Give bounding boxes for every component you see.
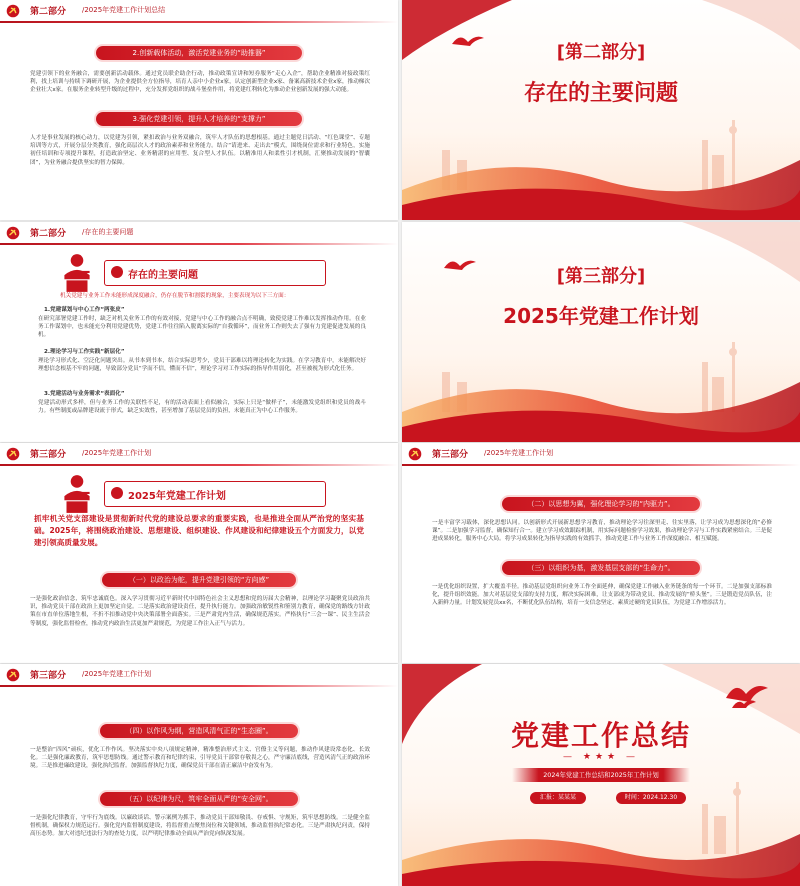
section-pill: 3.强化党建引领，提升人才培养的“支撑力” bbox=[96, 112, 302, 126]
star-icon: — ★★★ — bbox=[563, 752, 639, 762]
slide-header bbox=[0, 222, 398, 244]
part-label: [第二部分] bbox=[556, 42, 646, 63]
body-paragraph: 一是整治“四风”顽疾，优化工作作风。坚决落实中央八项规定精神，精准整治形式主义、官僚主义等问题，推动作风建设常态化、长效化。二是强化廉政教育，筑牢思想防线。通过警示教育和纪律约束，引导党员干部常存敬畏之心，严守廉洁底线，营造风清气正的政治环境。三是推进廉政建设，强化执纪监督。加强监督执纪力度，确保党员干部在清正廉洁中奋发有为。 bbox=[30, 747, 370, 770]
intro-text: 机关党建与业务工作未能形成深度融合，仍存在脱节和割裂的现象，主要表现为以下三方面： bbox=[60, 293, 290, 299]
slide-8[interactable] bbox=[402, 664, 800, 886]
section-subtitle: /2025年党建工作计划 bbox=[82, 449, 152, 457]
body-paragraph: 一是强化纪律教育，守牢行为底线。以廉政谈话、警示案例为抓手，推动党员干部知敬畏、存戒惧、守规矩，筑牢思想防线。二是健全监督机制，确保权力规范运行。强化党内监督制度建设，将监督重点聚焦岗位和关键领域，推动监督执纪常态化。三是严肃执纪问责，保持高压态势。加大对违纪违法行为的查处力度，以严明纪律推动全面从严治党向纵深发展。 bbox=[30, 815, 370, 838]
slide-4[interactable] bbox=[402, 222, 800, 442]
party-emblem-icon bbox=[6, 4, 20, 18]
header-divider bbox=[0, 21, 398, 23]
lead-paragraph: 抓牢机关党支部建设是贯彻新时代党的建设总要求的重要实践，也是推进全面从严治党的坚实基础。2025年，将围绕政治建设、思想建设、组织建设、作风建设和纪律建设五个方面发力，以党建引领高质量发展。 bbox=[34, 514, 364, 547]
list-item-body: 理论学习形式化、空泛化问题突出。从书本到书本，结合实际思考少，党员干部难以将理论转化为实践。在学习教育中，未能解决好理想信念根基不牢的问题，导致部分党员“学而不信，懂而不信”，理论学习对工作实际的指导作用弱化，甚至被视为形式化任务。 bbox=[38, 358, 366, 373]
section-subtitle: /2025年党建工作计划 bbox=[484, 449, 554, 457]
slide-header bbox=[0, 0, 398, 22]
section-pill: （二）以思想为翼，强化理论学习的“内驱力”。 bbox=[502, 497, 700, 511]
header-divider bbox=[402, 464, 800, 466]
dove-icon bbox=[722, 674, 772, 710]
topic-title: 存在的主要问题 bbox=[128, 270, 198, 281]
body-paragraph: 一是强化政治信念，筑牢忠诚底色。深入学习贯彻习近平新时代中国特色社会主义思想和党的历届大会精神，以理论学习凝聚党员政治共识，推动党员干部在政治上更加坚定自觉。二是落实政治建设责任，提升执行能力。加强政治敏锐性和鉴别力教育，确保党的路线方针政策在市直单位落地生根，不折不扣推动党中央决策部署全面落实。三是严肃党内生活，确保规范落实。严格执行“三会一课”、民主生活会等制度，强化监督检查，推动党内政治生活更加严肃规范，为党建工作注入正气与活力。 bbox=[30, 596, 370, 627]
slide-5[interactable] bbox=[0, 443, 398, 663]
slide-2[interactable] bbox=[402, 0, 800, 220]
cover-title: 2025年党建工作计划 bbox=[503, 304, 699, 328]
list-item-title: 1.党建谋划与中心工作“两张皮” bbox=[44, 307, 125, 313]
party-emblem-icon bbox=[408, 447, 422, 461]
speaker-icon bbox=[56, 252, 98, 294]
list-item-title: 3.党建活动与业务需求“表面化” bbox=[44, 391, 125, 397]
bullet-icon bbox=[111, 266, 123, 278]
section-pill: （一）以政治为舵，提升党建引领的“方向感” bbox=[102, 573, 296, 587]
part-label: [第三部分] bbox=[556, 266, 646, 287]
party-emblem-icon bbox=[6, 226, 20, 240]
section-title: 第三部分 bbox=[30, 450, 67, 460]
cover-title: 党建工作总结 bbox=[510, 719, 691, 752]
slide-header bbox=[402, 443, 800, 465]
party-emblem-icon bbox=[6, 668, 20, 682]
section-pill: 2.创新载体活动，激活党建业务的“助推器” bbox=[96, 46, 302, 60]
body-paragraph: 一是丰富学习载体，深化思想认同。以创新形式开展新思想学习教育，推动理论学习往深里走、往实里落，让学习成为思想深化的“必修课”。二是加强学习监督，确保知行合一。建立学习成效跟踪机制，用实际问题检验学习效果，推动理论学习与工作实践紧密结合。三是促进成果转化，服务中心大局。将学习成果转化为指导实践的有效抓手，推动党建工作与业务工作深度融合、相互赋能。 bbox=[432, 520, 772, 543]
speaker-icon bbox=[56, 473, 98, 515]
header-divider bbox=[0, 464, 398, 466]
slide-1[interactable] bbox=[0, 0, 398, 220]
list-item-body: 在研究部署党建工作时，缺乏对机关业务工作的有效对接，党建与中心工作的融合点不明确，致使党建工作难以发挥推动作用。在业务工作谋划中，也未能充分利用党建优势，党建工作往往陷入脱离实际的“自我循环”，而业务工作则失去了强有力党建促进发展的良机。 bbox=[38, 316, 366, 339]
section-subtitle: /存在的主要问题 bbox=[82, 228, 134, 236]
list-item-body: 党建活动形式多样，但与业务工作的关联性不足，有的活动表面上看似融合，实际上只是“做样子”，未能激发党组织和党员的战斗力。有些制度或品牌建设流于形式，缺乏实效性，甚至增加了基层党员的负担，未能真正为中心工作服务。 bbox=[38, 400, 366, 415]
party-emblem-icon bbox=[6, 447, 20, 461]
section-subtitle: /2025年党建工作计划 bbox=[82, 670, 152, 678]
slide-header bbox=[0, 664, 398, 686]
body-paragraph: 党建引领下的业务融合，需要创新活动载体。通过党员联企助企行动，推动政策宣讲和短券服务“走心入企”，帮助企业精准对接政策红利，找上培训与持续下调研开展，为企业提供全方位指导，培育人亲中小企业x家，认定创新型企业x家、备案高新技术企业x家，推动梯次企业壮大x家。在服务企业转型升级的过程中，充分发挥党组织的战斗堡垒作用，将党建红利转化为推动企业创新发展的强大动能。 bbox=[30, 71, 370, 94]
section-subtitle: /2025年党建工作计划总结 bbox=[82, 6, 166, 14]
section-title: 第三部分 bbox=[30, 671, 67, 681]
subtitle-banner: 2024年党建工作总结和2025年工作计划 bbox=[512, 768, 690, 782]
body-paragraph: 人才是事业发展的核心动力，以党建为引领，紧扣政治与业务双融合，筑牢人才队伍的思想根基。通过主题党日活动、“红色课堂”、专题培训等方式，开展分层分类教育，强化高层次人才的政治素养和业务能力。结合“请进来、走出去”模式，围绕岗位需求和行业特色，实施初任培训和专项提升课程，打造政治坚定、业务精湛的应用型、复合型人才队伍。以精准用人和柔性引才机制，汇聚推动发展的“智囊团”，为业务融合提供坚实的智力保障。 bbox=[30, 135, 370, 166]
section-pill: （五）以纪律为尺，筑牢全面从严的“安全网”。 bbox=[100, 792, 298, 806]
bullet-icon bbox=[111, 487, 123, 499]
section-pill: （三）以组织为基，激发基层支部的“生命力”。 bbox=[502, 561, 700, 575]
date-label: 时间：2024.12.30 bbox=[616, 792, 686, 804]
header-divider bbox=[0, 685, 398, 687]
body-paragraph: 一是优化组织设置，扩大覆盖半径。推动基层党组织向业务工作全面延伸，确保党建工作融入业务链条的每一个环节。二是加强支部标准化，提升组织效能。加大对基层党支部的支持力度，解决实际困难，让支部成为带动党员、推动发展的“桥头堡”。三是锻造党员队伍，注入新鲜力量。计划发展党员xx名，不断优化队伍结构，培育一支信念坚定、素质过硬的党员队伍，为党建工作增添活力。 bbox=[432, 584, 772, 607]
slide-6[interactable] bbox=[402, 443, 800, 663]
reporter-label: 汇报：某某某 bbox=[530, 792, 586, 804]
header-divider bbox=[0, 243, 398, 245]
section-title: 第二部分 bbox=[30, 7, 67, 17]
cover-title: 存在的主要问题 bbox=[523, 81, 678, 106]
list-item-title: 2.理论学习与工作实践“新层化” bbox=[44, 349, 125, 355]
topic-title: 2025年党建工作计划 bbox=[128, 491, 226, 502]
section-title: 第二部分 bbox=[30, 229, 67, 239]
section-title: 第三部分 bbox=[432, 450, 469, 460]
slide-3[interactable] bbox=[0, 222, 398, 442]
slide-header bbox=[0, 443, 398, 465]
section-pill: （四）以作风为纲，营造风清气正的“生态圈”。 bbox=[100, 724, 298, 738]
slide-7[interactable] bbox=[0, 664, 398, 886]
